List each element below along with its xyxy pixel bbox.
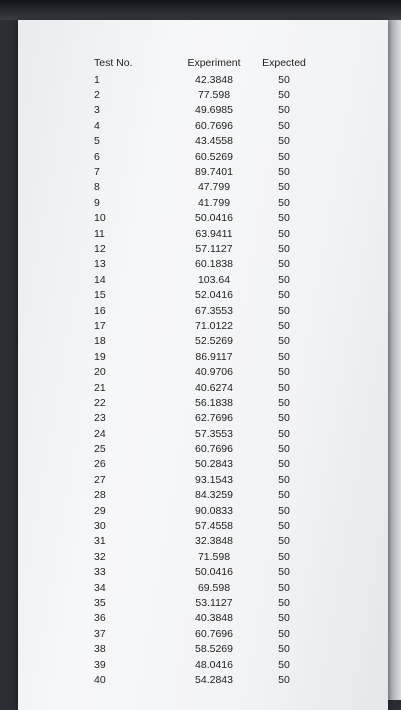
- cell-expected: 50: [278, 350, 290, 363]
- header-test-no: Test No.: [94, 57, 133, 69]
- cell-test-no: 20: [94, 366, 106, 379]
- table-row: [94, 580, 354, 595]
- cell-expected: 50: [278, 396, 290, 409]
- cell-expected: 50: [278, 227, 290, 240]
- cell-expected: 50: [278, 196, 290, 209]
- table-row: [94, 103, 354, 118]
- table-row: [94, 334, 354, 349]
- cell-expected: 50: [278, 273, 290, 286]
- cell-experiment: 57.4558: [195, 520, 233, 533]
- cell-test-no: 15: [94, 289, 106, 302]
- cell-test-no: 31: [94, 535, 106, 548]
- cell-test-no: 30: [94, 520, 106, 533]
- table-body: [94, 72, 354, 688]
- table-row: [94, 72, 354, 87]
- table-row: [94, 87, 354, 102]
- table-row: [94, 641, 354, 656]
- cell-test-no: 38: [94, 643, 106, 656]
- cell-expected: 50: [278, 166, 290, 179]
- cell-test-no: 12: [94, 242, 106, 255]
- cell-test-no: 16: [94, 304, 106, 317]
- cell-test-no: 13: [94, 258, 106, 271]
- cell-test-no: 9: [94, 196, 100, 209]
- table-row: [94, 226, 354, 241]
- cell-expected: 50: [278, 319, 290, 332]
- cell-expected: 50: [278, 535, 290, 548]
- table-row: [94, 364, 354, 379]
- cell-experiment: 60.5269: [195, 150, 233, 163]
- cell-experiment: 50.0416: [195, 212, 233, 225]
- cell-test-no: 28: [94, 489, 106, 502]
- cell-expected: 50: [278, 581, 290, 594]
- table-row: [94, 518, 354, 533]
- cell-experiment: 56.1838: [195, 396, 233, 409]
- cell-test-no: 19: [94, 350, 106, 363]
- table-row: [94, 349, 354, 364]
- cell-experiment: 103.64: [197, 273, 231, 286]
- page-edge-shadow: [388, 20, 401, 700]
- cell-test-no: 5: [94, 135, 100, 148]
- cell-experiment: 49.6985: [195, 104, 233, 117]
- cell-experiment: 41.799: [197, 196, 231, 209]
- table-row: [94, 241, 354, 256]
- cell-experiment: 50.0416: [195, 566, 233, 579]
- cell-expected: 50: [278, 596, 290, 609]
- paper-sheet: [18, 20, 388, 710]
- table-row: [94, 534, 354, 549]
- cell-expected: 50: [278, 627, 290, 640]
- table-row: [94, 411, 354, 426]
- cell-expected: 50: [278, 673, 290, 686]
- cell-experiment: 40.9706: [195, 366, 233, 379]
- cell-expected: 50: [278, 242, 290, 255]
- cell-experiment: 77.598: [197, 89, 231, 102]
- cell-experiment: 67.3553: [195, 304, 233, 317]
- cell-experiment: 71.598: [197, 550, 231, 563]
- table-row: [94, 472, 354, 487]
- cell-test-no: 35: [94, 596, 106, 609]
- cell-test-no: 18: [94, 335, 106, 348]
- cell-test-no: 36: [94, 612, 106, 625]
- cell-experiment: 40.6274: [195, 381, 233, 394]
- cell-test-no: 25: [94, 443, 106, 456]
- cell-expected: 50: [278, 504, 290, 517]
- cell-expected: 50: [278, 443, 290, 456]
- table-row: [94, 657, 354, 672]
- cell-experiment: 60.1838: [195, 258, 233, 271]
- cell-experiment: 47.799: [197, 181, 231, 194]
- cell-expected: 50: [278, 566, 290, 579]
- cell-experiment: 84.3259: [195, 489, 233, 502]
- cell-test-no: 8: [94, 181, 100, 194]
- table-row: [94, 380, 354, 395]
- cell-experiment: 90.0833: [195, 504, 233, 517]
- cell-expected: 50: [278, 473, 290, 486]
- cell-test-no: 29: [94, 504, 106, 517]
- cell-expected: 50: [278, 119, 290, 132]
- cell-experiment: 48.0416: [195, 658, 233, 671]
- cell-expected: 50: [278, 381, 290, 394]
- table-row: [94, 488, 354, 503]
- data-table: [94, 54, 354, 688]
- cell-expected: 50: [278, 458, 290, 471]
- cell-experiment: 60.7696: [195, 119, 233, 132]
- cell-test-no: 10: [94, 212, 106, 225]
- table-row: [94, 611, 354, 626]
- table-row: [94, 595, 354, 610]
- table-row: [94, 626, 354, 641]
- table-row: [94, 395, 354, 410]
- cell-expected: 50: [278, 520, 290, 533]
- cell-test-no: 3: [94, 104, 100, 117]
- cell-experiment: 43.4558: [195, 135, 233, 148]
- cell-experiment: 40.3848: [195, 612, 233, 625]
- table-row: [94, 303, 354, 318]
- table-row: [94, 287, 354, 302]
- cell-test-no: 1: [94, 73, 100, 86]
- cell-test-no: 17: [94, 319, 106, 332]
- cell-test-no: 11: [94, 227, 105, 240]
- cell-expected: 50: [278, 304, 290, 317]
- cell-expected: 50: [278, 150, 290, 163]
- cell-expected: 50: [278, 335, 290, 348]
- cell-experiment: 53.1127: [195, 596, 233, 609]
- cell-expected: 50: [278, 181, 290, 194]
- cell-expected: 50: [278, 89, 290, 102]
- dark-top-background: [0, 0, 401, 20]
- cell-experiment: 58.5269: [195, 643, 233, 656]
- cell-experiment: 52.0416: [195, 289, 233, 302]
- cell-test-no: 4: [94, 119, 100, 132]
- table-row: [94, 672, 354, 687]
- cell-expected: 50: [278, 643, 290, 656]
- table-row: [94, 211, 354, 226]
- cell-experiment: 60.7696: [195, 627, 233, 640]
- cell-test-no: 37: [94, 627, 106, 640]
- table-row: [94, 318, 354, 333]
- cell-expected: 50: [278, 289, 290, 302]
- cell-test-no: 7: [94, 166, 100, 179]
- cell-test-no: 34: [94, 581, 106, 594]
- cell-experiment: 93.1543: [195, 473, 233, 486]
- cell-test-no: 32: [94, 550, 106, 563]
- cell-experiment: 52.5269: [195, 335, 233, 348]
- cell-test-no: 6: [94, 150, 100, 163]
- cell-experiment: 54.2843: [195, 673, 233, 686]
- cell-expected: 50: [278, 258, 290, 271]
- cell-test-no: 40: [94, 673, 106, 686]
- table-row: [94, 426, 354, 441]
- cell-expected: 50: [278, 550, 290, 563]
- cell-experiment: 32.3848: [195, 535, 233, 548]
- table-row: [94, 149, 354, 164]
- table-row: [94, 457, 354, 472]
- cell-experiment: 60.7696: [195, 443, 233, 456]
- cell-expected: 50: [278, 658, 290, 671]
- header-experiment: Experiment: [187, 57, 241, 69]
- table-row: [94, 134, 354, 149]
- cell-expected: 50: [278, 612, 290, 625]
- table-row: [94, 272, 354, 287]
- table-row: [94, 118, 354, 133]
- cell-expected: 50: [278, 427, 290, 440]
- table-row: [94, 565, 354, 580]
- cell-experiment: 86.9117: [195, 350, 233, 363]
- cell-experiment: 57.1127: [195, 242, 233, 255]
- table-row: [94, 257, 354, 272]
- cell-expected: 50: [278, 412, 290, 425]
- cell-experiment: 50.2843: [195, 458, 233, 471]
- cell-experiment: 71.0122: [195, 319, 233, 332]
- cell-experiment: 63.9411: [195, 227, 233, 240]
- cell-expected: 50: [278, 73, 290, 86]
- table-header-row: [94, 54, 354, 72]
- table-row: [94, 441, 354, 456]
- cell-experiment: 69.598: [197, 581, 231, 594]
- cell-test-no: 39: [94, 658, 106, 671]
- cell-test-no: 24: [94, 427, 106, 440]
- cell-experiment: 62.7696: [195, 412, 233, 425]
- cell-test-no: 23: [94, 412, 106, 425]
- cell-experiment: 57.3553: [195, 427, 233, 440]
- table-row: [94, 164, 354, 179]
- cell-experiment: 89.7401: [195, 166, 233, 179]
- cell-test-no: 27: [94, 473, 106, 486]
- cell-expected: 50: [278, 212, 290, 225]
- cell-expected: 50: [278, 489, 290, 502]
- cell-test-no: 14: [94, 273, 106, 286]
- table-row: [94, 180, 354, 195]
- cell-test-no: 33: [94, 566, 106, 579]
- table-row: [94, 195, 354, 210]
- table-row: [94, 503, 354, 518]
- cell-experiment: 42.3848: [195, 73, 233, 86]
- cell-expected: 50: [278, 104, 290, 117]
- cell-test-no: 26: [94, 458, 106, 471]
- cell-test-no: 21: [94, 381, 106, 394]
- cell-expected: 50: [278, 366, 290, 379]
- table-row: [94, 549, 354, 564]
- cell-expected: 50: [278, 135, 290, 148]
- header-expected: Expected: [262, 57, 306, 69]
- cell-test-no: 22: [94, 396, 106, 409]
- cell-test-no: 2: [94, 89, 100, 102]
